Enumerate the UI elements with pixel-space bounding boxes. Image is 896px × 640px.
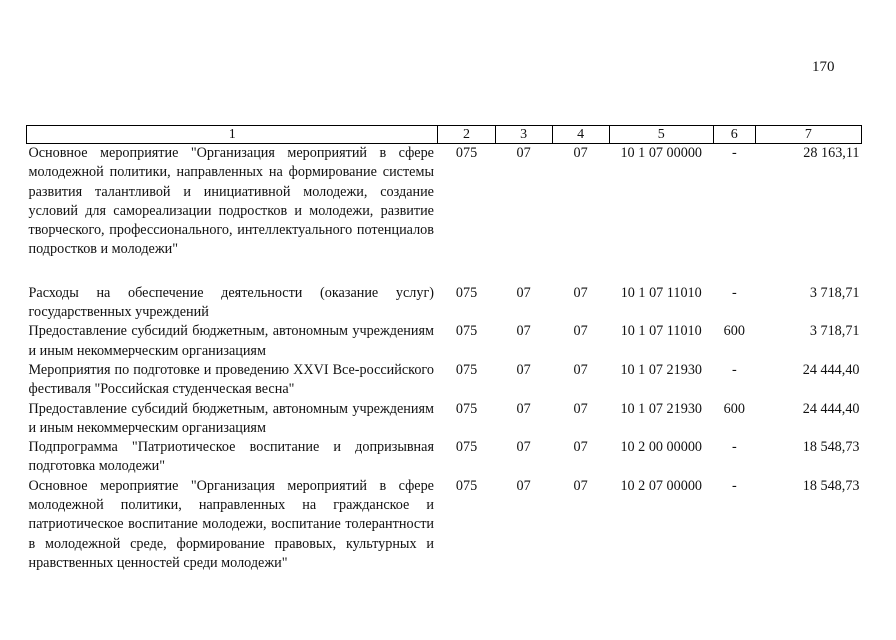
row-code-4: 07	[573, 284, 588, 301]
row-code-3: 07	[516, 439, 531, 456]
row-code-2: 075	[455, 439, 478, 456]
row-amount: 18 548,73	[802, 439, 860, 456]
row-code-4: 07	[573, 400, 588, 417]
row-code-2: 075	[455, 361, 478, 378]
row-code-6: -	[731, 439, 737, 456]
row-code-6: -	[731, 145, 737, 161]
row-code-5: 10 2 00 00000	[620, 439, 703, 456]
row-code-5: 10 1 07 21930	[620, 361, 703, 378]
table-row	[27, 400, 862, 439]
row-code-3: 07	[516, 400, 531, 417]
row-code-2: 075	[455, 284, 478, 301]
column-header-2: 2	[438, 126, 495, 144]
row-code-3: 07	[516, 477, 531, 494]
row-name: Мероприятия по подготовке и проведению XXVI Все-российского фестиваля "Российская студенческая весна"	[28, 361, 434, 398]
row-code-2: 075	[455, 400, 478, 417]
row-code-6: -	[731, 361, 737, 378]
row-amount: 3 718,71	[809, 323, 860, 340]
row-code-4: 07	[573, 145, 588, 161]
table-row	[27, 361, 862, 400]
row-amount: 24 444,40	[802, 400, 860, 417]
row-code-5: 10 2 07 00000	[620, 477, 703, 494]
row-amount: 28 163,11	[803, 145, 860, 161]
row-code-6: -	[731, 477, 737, 494]
row-code-6: 600	[723, 323, 745, 340]
budget-table	[26, 125, 862, 573]
header-row	[27, 126, 862, 144]
row-code-2: 075	[455, 323, 478, 340]
row-name: Предоставление субсидий бюджетным, автономным учреждениям и иным некоммерческим организациям	[28, 323, 434, 359]
row-code-2: 075	[455, 477, 478, 494]
row-code-4: 07	[573, 361, 588, 378]
row-name: Расходы на обеспечение деятельности (оказание услуг) государственных учреждений	[28, 284, 434, 321]
row-name: Предоставление субсидий бюджетным, автономным учреждениям и иным некоммерческим организациям	[28, 400, 434, 436]
row-name: Основное мероприятие "Организация мероприятий в сфере молодежной политики, направленных на формирование системы развития талантливой и инициативной молодежи, создание условий для самореализации подростков и молодежи, развитие творческого, профессионального, интеллектуального потенциалов подростков и молодежи"	[28, 145, 434, 258]
column-header-7: 7	[755, 126, 861, 144]
row-code-5: 10 1 07 11010	[620, 284, 702, 301]
table-row	[27, 322, 862, 361]
table-row	[27, 144, 862, 260]
column-header-4: 4	[552, 126, 609, 144]
column-header-1: 1	[27, 126, 438, 144]
table-row	[27, 438, 862, 477]
table-row	[27, 284, 862, 323]
row-code-4: 07	[573, 439, 588, 456]
row-code-5: 10 1 07 00000	[620, 145, 703, 161]
row-code-4: 07	[573, 323, 588, 340]
row-amount: 18 548,73	[802, 477, 860, 494]
column-header-5: 5	[609, 126, 713, 144]
row-code-3: 07	[516, 145, 531, 161]
row-code-5: 10 1 07 11010	[620, 323, 702, 340]
table-row	[27, 477, 862, 573]
row-code-2: 075	[455, 145, 478, 161]
row-code-5: 10 1 07 21930	[620, 400, 703, 417]
row-code-4: 07	[573, 477, 588, 494]
row-amount: 24 444,40	[802, 361, 860, 378]
column-header-3: 3	[495, 126, 552, 144]
page-number: 170	[812, 59, 835, 75]
spacer-row	[27, 260, 862, 284]
row-name: Основное мероприятие "Организация мероприятий в сфере молодежной политики, направленных на гражданское и патриотическое воспитание молодежи, воспитание толерантности в молодежной среде, формирование правовых, культурных и нравственных ценностей среди молодежи"	[28, 477, 434, 571]
row-code-3: 07	[516, 361, 531, 378]
row-code-3: 07	[516, 323, 531, 340]
row-name: Подпрограмма "Патриотическое воспитание и допризывная подготовка молодежи"	[28, 439, 434, 475]
row-code-6: 600	[723, 400, 745, 417]
row-amount: 3 718,71	[809, 284, 860, 301]
column-header-6: 6	[713, 126, 755, 144]
row-code-3: 07	[516, 284, 531, 301]
row-code-6: -	[731, 284, 737, 301]
